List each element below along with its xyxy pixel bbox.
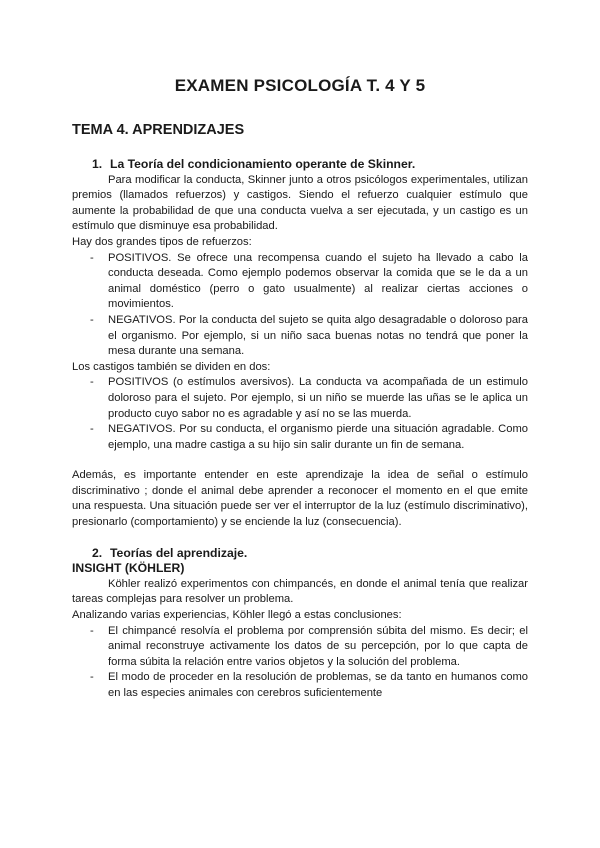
list-item (72, 422, 528, 453)
document-body (72, 157, 528, 702)
list-item (72, 624, 528, 671)
list-item-text: NEGATIVOS. Por su conducta, el organismo pierde una situación agradable. Como ejemplo, una madre castiga a su hijo sin salir durante un fin de semana. (108, 423, 528, 451)
dash-bullet: - (90, 671, 94, 684)
page-title: EXAMEN PSICOLOGÍA T. 4 Y 5 (174, 76, 426, 95)
dash-bullet: - (90, 423, 94, 436)
section-1-intro: Para modificar la conducta, Skinner junto a otros psicólogos experimentales, utilizan premios (llamados refuerzos) y castigos. Siendo el refuerzo cualquier estímulo que aumente la probabilidad de que una conducta vuelva a ser ejecutada, y un castigo es un estímulo que disminuye esa probabilidad. (72, 173, 528, 233)
tema-heading: TEMA 4. APRENDIZAJES (72, 122, 245, 138)
list-item-text: El modo de proceder en la resolución de problemas, se da tanto en humanos como en las especies animales con cerebros suficientemente (108, 671, 528, 699)
conclusions-list (72, 624, 528, 702)
refuerzos-list (72, 251, 528, 360)
section-1-number: 1. (92, 157, 103, 171)
list-item-text: POSITIVOS (o estímulos aversivos). La conducta va acompañada de un estimulo doloroso para el sujeto. Por ejemplo, si un niño se muerde las uñas se le aplica un producto cuyo sabor no es agradable y así no se las muerda. (108, 376, 528, 420)
list-item (72, 313, 528, 360)
section-1-heading (92, 157, 528, 173)
insight-subheading: INSIGHT (KÖHLER) (72, 561, 185, 576)
section-2-intro: Köhler realizó experimentos con chimpancés, en donde el animal tenía que realizar tareas complejas para resolver un problema. (72, 577, 528, 606)
section-2-heading (92, 546, 528, 562)
dash-bullet: - (90, 376, 94, 389)
castigos-list (72, 375, 528, 453)
section-2-number: 2. (92, 545, 103, 560)
section-2-lead: Analizando varias experiencias, Köhler llegó a estas conclusiones: (72, 609, 402, 622)
section-1-title: La Teoría del condicionamiento operante de Skinner. (110, 157, 416, 171)
section-1-closing: Además, es importante entender en este aprendizaje la idea de señal o estímulo discriminativo ; donde el animal debe aprender a reconocer el momento en el que emite una respuesta. Una situación puede ser ver el interruptor de la luz (estímulo discriminativo), presionarlo (comportamiento) y se enciende la luz (consecuencia). (72, 469, 528, 529)
refuerzos-lead: Hay dos grandes tipos de refuerzos: (72, 235, 252, 248)
dash-bullet: - (90, 251, 94, 264)
dash-bullet: - (90, 624, 94, 637)
list-item (72, 375, 528, 422)
section-2-title: Teorías del aprendizaje. (110, 545, 248, 560)
castigos-lead: Los castigos también se dividen en dos: (72, 360, 271, 373)
list-item (72, 251, 528, 313)
list-item-text: NEGATIVOS. Por la conducta del sujeto se quita algo desagradable o doloroso para el organismo. Por ejemplo, si un niño saca buenas notas no tendrá que poner la mesa durante una semana. (108, 313, 528, 358)
list-item (72, 670, 528, 701)
list-item-text: POSITIVOS. Se ofrece una recompensa cuando el sujeto ha llevado a cabo la conducta deseada. Como ejemplo podemos observar la comida que se le da a un animal doméstico (perro o gato usualmente) al realizar ciertas acciones o movimientos. (108, 251, 528, 311)
dash-bullet: - (90, 313, 94, 326)
list-item-text: El chimpancé resolvía el problema por comprensión súbita del mismo. Es decir; el animal reconstruye activamente los datos de su percepción, por lo que capta de forma súbita la relación entre varios objetos y la solución del problema. (108, 624, 528, 668)
